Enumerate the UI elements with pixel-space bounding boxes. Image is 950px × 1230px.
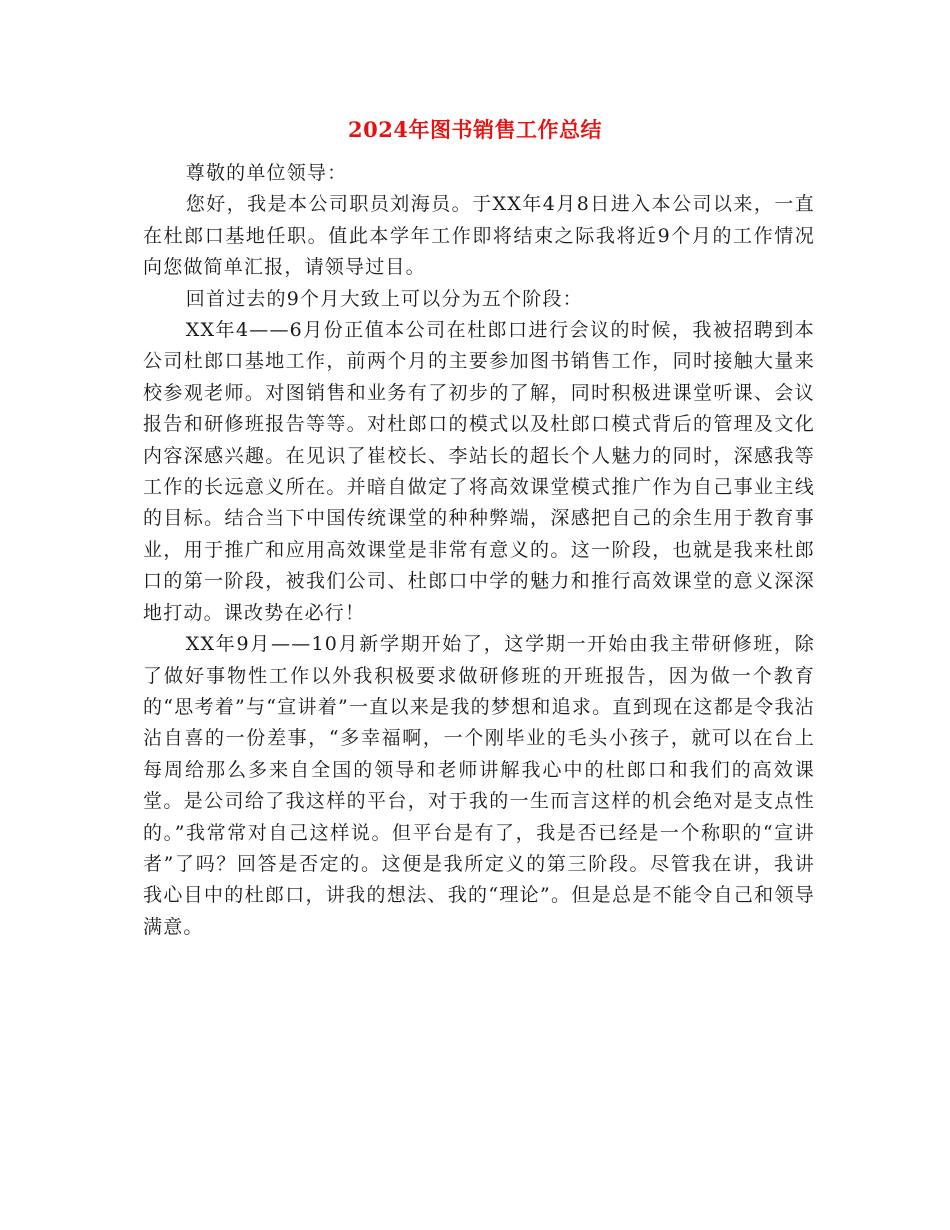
document-body	[143, 158, 815, 943]
overview-paragraph: 回首过去的9个月大致上可以分为五个阶段：	[185, 287, 583, 310]
stage-one-paragraph: XX年4——6月份正值本公司在杜郎口进行会议的时候，我被招聘到本公司杜郎口基地工作，前两个月的主要参加图书销售工作，同时接触大量来校参观老师。对图销售和业务有了初步的了解，同时积极进课堂听课、会议报告和研修班报告等等。对杜郎口的模式以及杜郎口模式背后的管理及文化内容深感兴趣。在见识了崔校长、李站长的超长个人魅力的同时，深感我等工作的长远意义所在。并暗自做定了将高效课堂模式推广作为自己事业主线的目标。结合当下中国传统课堂的种种弊端，深感把自己的余生用于教育事业，用于推广和应用高效课堂是非常有意义的。这一阶段，也就是我来杜郎口的第一阶段，被我们公司、杜郎口中学的魅力和推行高效课堂的意义深深地打动。课改势在必行！	[143, 319, 815, 624]
greeting-paragraph: 您好，我是本公司职员刘海员。于XX年4月8日进入本公司以来，一直在杜郎口基地任职。值此本学年工作即将结束之际我将近9个月的工作情况向您做简单汇报，请领导过目。	[143, 193, 815, 279]
document-title: 2024年图书销售工作总结	[348, 117, 602, 142]
salutation-paragraph: 尊敬的单位领导：	[185, 162, 348, 184]
stage-two-paragraph: XX年9月——10月新学期开始了，这学期一开始由我主带研修班，除了做好事物性工作以外我积极要求做研修班的开班报告，因为做一个教育的“思考着”与“宣讲着”一直以来是我的梦想和追求。直到现在这都是令我沾沾自喜的一份差事，“多幸福啊，一个刚毕业的毛头小孩子，就可以在台上每周给那么多来自全国的领导和老师讲解我心中的杜郎口和我们的高效课堂。是公司给了我这样的平台，对于我的一生而言这样的机会绝对是支点性的。”我常常对自己这样说。但平台是有了，我是否已经是一个称职的“宣讲者”了吗？回答是否定的。这便是我所定义的第三阶段。尽管我在讲，我讲我心目中的杜郎口，讲我的想法、我的“理论”。但是总是不能令自己和领导满意。	[143, 633, 815, 938]
